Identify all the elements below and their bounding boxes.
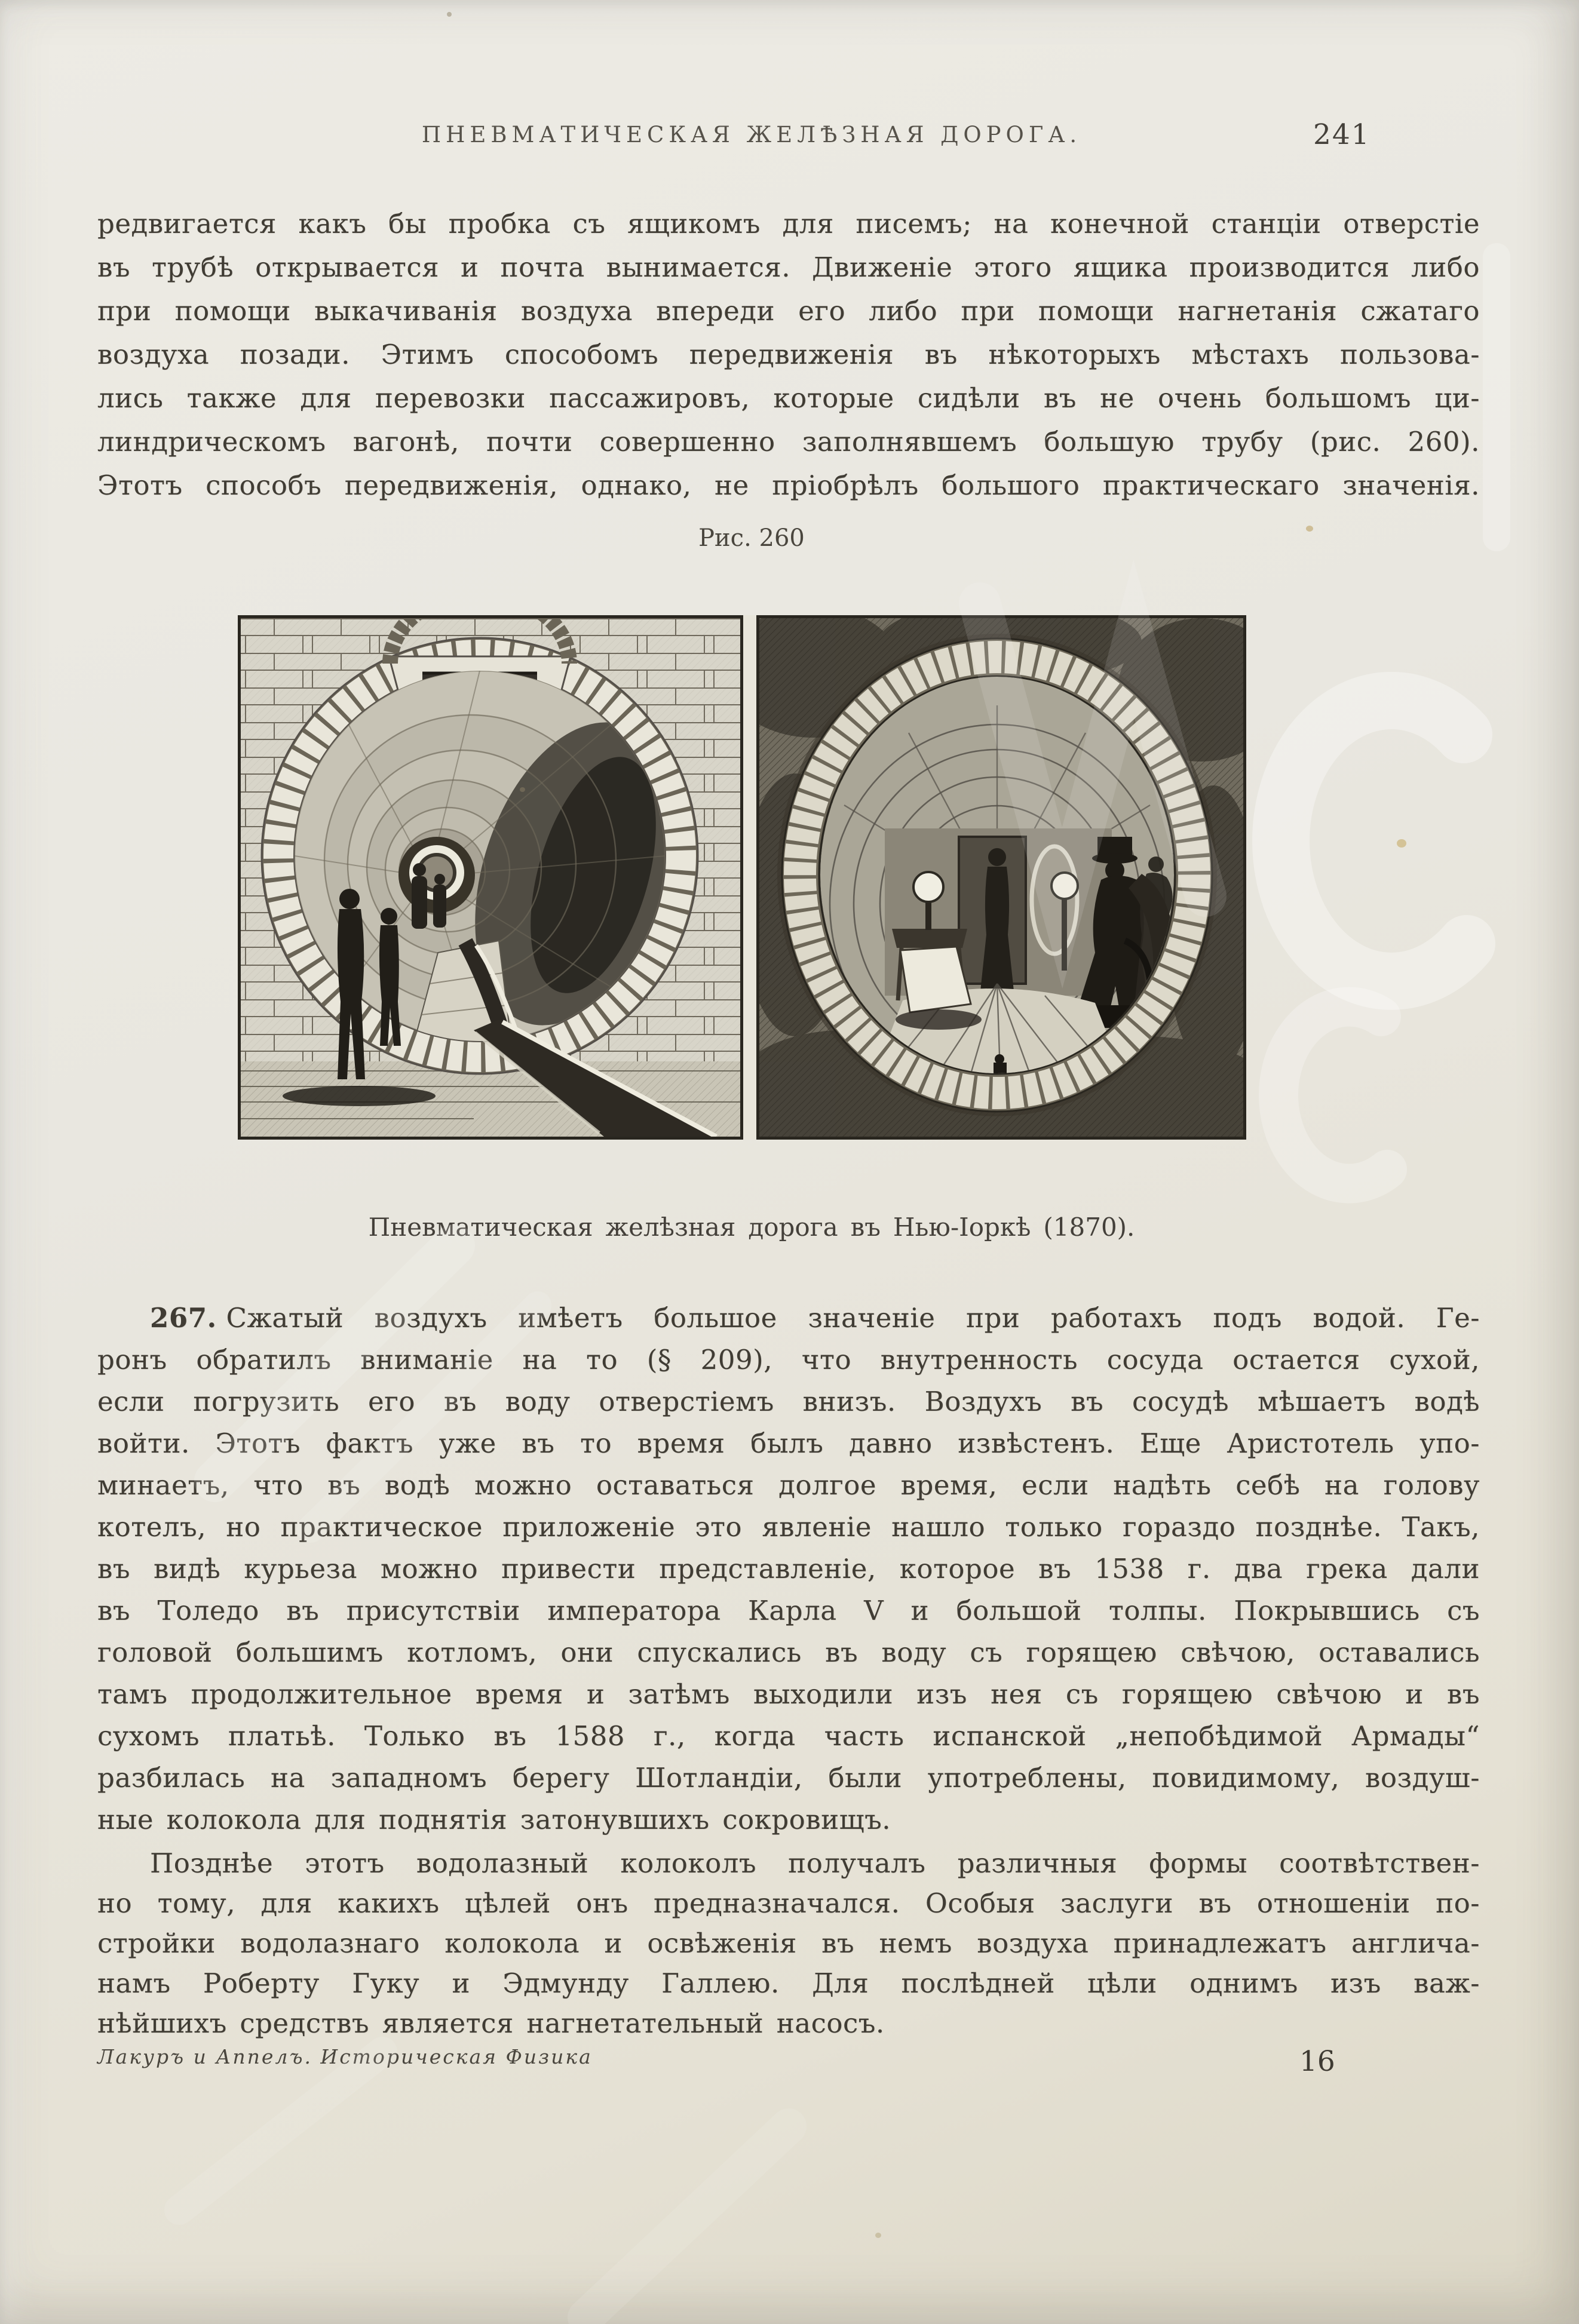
text-line: въ трубѣ открывается и почта вынимается. Движеніе этого ящика производится либо <box>97 251 1480 283</box>
text-line: намъ Роберту Гуку и Эдмунду Галлею. Для послѣдней цѣли однимъ изъ важ- <box>97 1967 1480 1999</box>
text-line: если погрузить его въ воду отверстіемъ внизъ. Воздухъ въ сосудѣ мѣшаетъ водѣ <box>97 1386 1480 1417</box>
text-line: редвигается какъ бы пробка съ ящикомъ для писемъ; на конечной станціи отверстіе <box>97 208 1480 240</box>
text-line: воздуха позади. Этимъ способомъ передвиженія въ нѣкоторыхъ мѣстахъ пользова- <box>97 339 1480 370</box>
text-line: Этотъ способъ передвиженія, однако, не пріобрѣлъ большого практическаго значенія. <box>97 469 1480 501</box>
paper-speck <box>520 787 525 792</box>
text-line: при помощи выкачиванія воздуха впереди его либо при помощи нагнетанія сжатаго <box>97 295 1480 327</box>
text-line <box>97 1297 1480 1339</box>
paper-speck <box>1306 526 1313 532</box>
text-line: но тому, для какихъ цѣлей онъ предназначался. Особыя заслуги въ отношеніи по- <box>97 1887 1480 1919</box>
engraving-right-panel <box>756 615 1246 1140</box>
section-number: 267. <box>150 1302 217 1334</box>
text-line: минаетъ, что въ водѣ можно оставаться долгое время, если надѣть себѣ на голову <box>97 1469 1480 1501</box>
text-line: нѣйшихъ средствъ является нагнетательный насосъ. <box>97 2007 885 2039</box>
tunnel-interior-engraving <box>759 618 1243 1137</box>
text-line: линдрическомъ вагонѣ, почти совершенно заполнявшемъ большую трубу (рис. 260). <box>97 426 1480 458</box>
figure-260 <box>238 615 1246 1140</box>
text-line: лись также для перевозки пассажировъ, которые сидѣли въ не очень большомъ ци- <box>97 382 1480 414</box>
figure-caption: Пневматическая желѣзная дорога въ Нью-Іоркѣ (1870). <box>368 1212 1135 1242</box>
tunnel-portal-engraving <box>241 618 740 1137</box>
text-line: стройки водолазнаго колокола и освѣженія въ немъ воздуха принадлежатъ англича- <box>97 1927 1480 1959</box>
section-267-body <box>97 1339 1480 1841</box>
text-line: ные колокола для поднятія затонувшихъ сокровищъ. <box>97 1804 891 1835</box>
text-line: ронъ обратилъ вниманіе на то (§ 209), что внутренность сосуда остается сухой, <box>97 1344 1480 1376</box>
text-line: Позднѣе этотъ водолазный колоколъ получалъ различныя формы соотвѣтствен- <box>150 1847 1480 1879</box>
signature-number: 16 <box>1299 2045 1335 2078</box>
text-line: войти. Этотъ фактъ уже въ то время былъ давно извѣстенъ. Еще Аристотель упо- <box>97 1427 1480 1459</box>
section-267 <box>97 1297 1480 1841</box>
paper-speck <box>447 12 452 17</box>
text-line: головой большимъ котломъ, они спускались въ воду съ горящею свѣчою, оставались <box>97 1637 1480 1668</box>
text-line: котелъ, но практическое приложеніе это явленіе нашло только гораздо позднѣе. Такъ, <box>97 1511 1480 1543</box>
text-line: сухомъ платьѣ. Только въ 1588 г., когда часть испанской „непобѣдимой Армады“ <box>97 1720 1480 1752</box>
text-line: тамъ продолжительное время и затѣмъ выходили изъ нея съ горящею свѣчою и въ <box>97 1678 1480 1710</box>
text-line: разбилась на западномъ берегу Шотландіи, были употреблены, повидимому, воздуш- <box>97 1762 1480 1794</box>
paragraph-1 <box>97 202 1480 507</box>
paragraph-3 <box>97 1843 1480 2043</box>
footer-imprint: Лакуръ и Аппелъ. Историческая Физика <box>97 2045 593 2068</box>
engraving-left-panel <box>238 615 743 1140</box>
paper-speck <box>875 2233 881 2238</box>
text-line: въ Толедо въ присутствіи императора Карла V и большой толпы. Покрывшись съ <box>97 1595 1480 1626</box>
figure-label: Рис. 260 <box>698 524 805 552</box>
page-number: 241 <box>1313 118 1370 151</box>
text-run: Сжатый воздухъ имѣетъ большое значеніе при работахъ подъ водой. Ге- <box>226 1302 1480 1334</box>
text-line: въ видѣ курьеза можно привести представленіе, которое въ 1538 г. два грека дали <box>97 1553 1480 1585</box>
paper-speck <box>1397 839 1406 848</box>
running-head-title: ПНЕВМАТИЧЕСКАЯ ЖЕЛѢЗНАЯ ДОРОГА. <box>421 122 1082 148</box>
